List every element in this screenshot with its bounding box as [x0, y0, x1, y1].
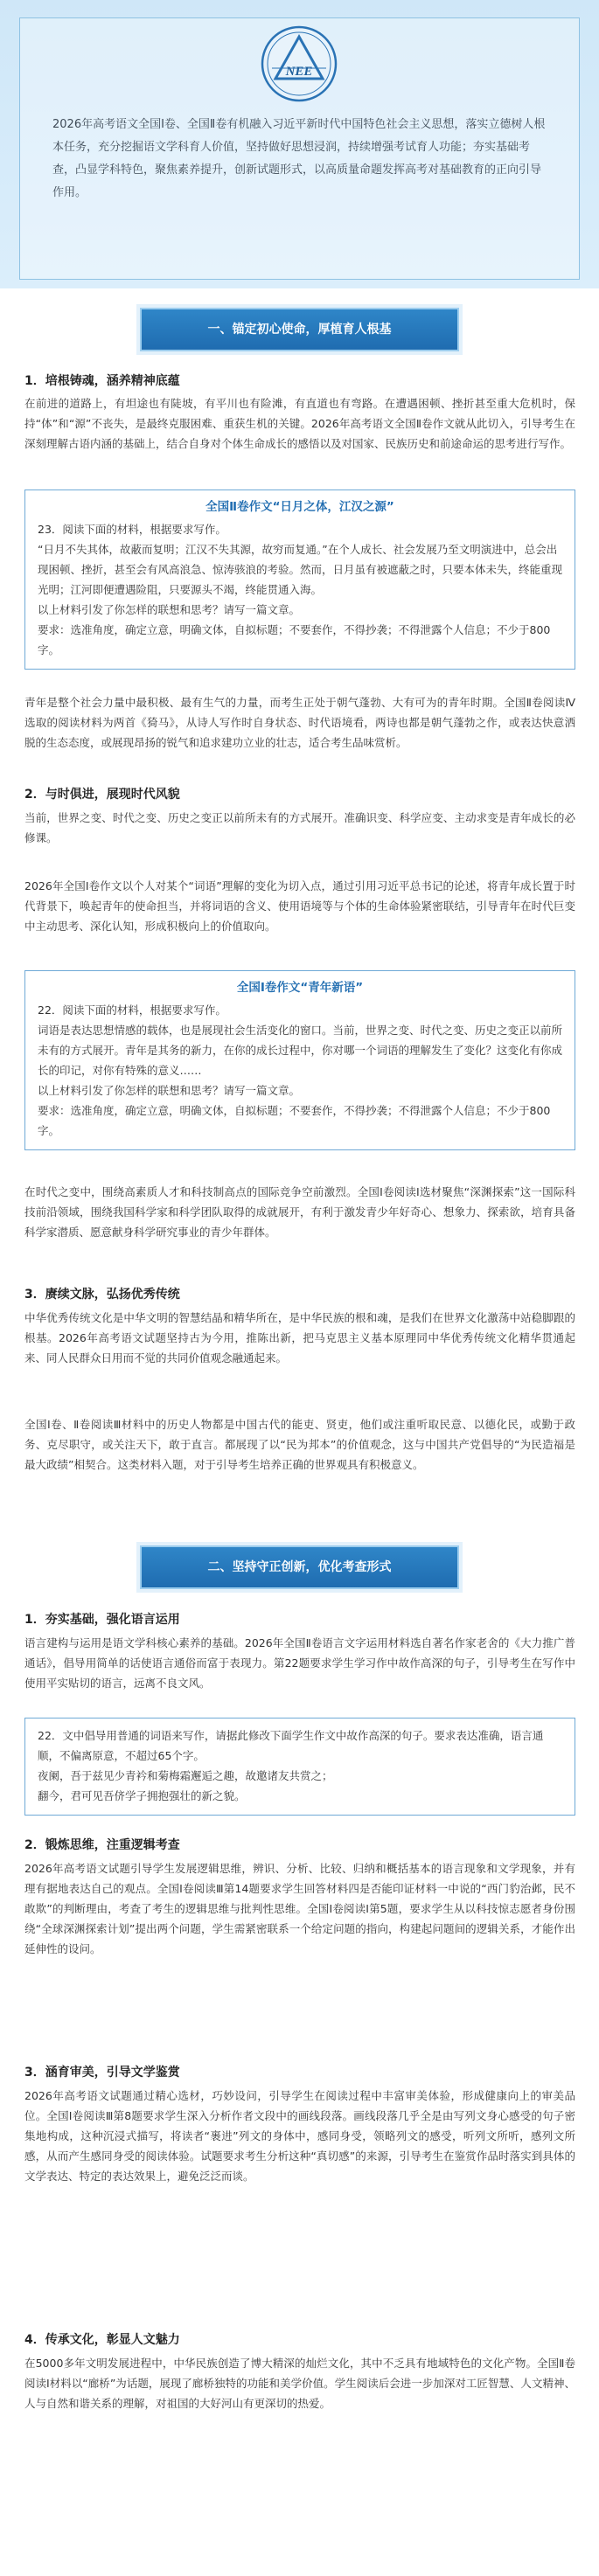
section1-sub1-para: 在前进的道路上，有坦途也有陡坡，有平川也有险滩，有直道也有弯路。在遭遇困顿、挫折甚至重大危机时，保持“体”和“源”不丧失，是最终克服困难、重获生机的关键。2026年高考语文全国Ⅱ卷作文就从此切入，引导考生在深刻理解古语内涵的基础上，结合自身对个体生命成长的感悟以及对国家、民族历史和前途命运的思考进行写作。 [24, 397, 575, 450]
section2-sub4-title: 4．传承文化，彰显人文魅力 [24, 2333, 180, 2347]
question-box-i-essay [24, 970, 575, 1150]
section2-sub1-title: 1．夯实基础，强化语言运用 [24, 1613, 180, 1627]
question-sentence-2: 翻今，君可见吾侪学子拥抱强壮的新之貌。 [38, 1789, 246, 1802]
question-material: 词语是表达思想情感的载体，也是展现社会生活变化的窗口。当前，世界之变、时代之变、历史之变正以前所未有的方式展开。青年是其务的新力，在你的成长过程中，你对哪一个词语的理解发生了变化？这变化有你成长的印记，对你有特殊的意义…… [38, 1024, 563, 1077]
section2-sub2-title: 2．锻炼思维，注重逻辑考查 [24, 1838, 180, 1852]
section1-sub2-title: 2．与时俱进，展现时代风貌 [24, 788, 180, 802]
question-ask: 以上材料引发了你怎样的联想和思考？请写一篇文章。 [38, 1084, 301, 1097]
logo-text: NEE [285, 65, 313, 79]
question-box-ii-q22 [24, 1718, 575, 1816]
section1-sub3-para2: 全国Ⅰ卷、Ⅱ卷阅读Ⅲ材料中的历史人物都是中国古代的能吏、贤吏，他们或注重听取民意、以德化民，或勤于政务、克尽职守，或关注天下，敢于直言。都展现了以“民为邦本”的价值观念，这与中国共产党倡导的“为民造福是最大政绩”相契合。这类材料入题，对于引导考生培养正确的世界观具有积极意义。 [24, 1418, 575, 1471]
question-box-ii-essay [24, 490, 575, 670]
section1-banner: 一、锚定初心使命，厚植育人根基 [140, 308, 459, 351]
header-panel [0, 0, 599, 288]
section2-sub3-para: 2026年高考语文试题通过精心选材，巧妙设问，引导学生在阅读过程中丰富审美体验，形成健康向上的审美品位。全国Ⅰ卷阅读Ⅲ第8题要求学生深入分析作者文段中的画线段落。画线段落几乎全是由写列文身心感受的句子密集地构成，这种沉浸式描写，将读者“裹进”列文的身体中，感同身受，领略列文的感受，听列文所听，感列文所感，从而产生感同身受的阅读体验。试题要求考生分析这种“真切感”的来源，引导考生在鉴赏作品时落实到具体的文学表达、特定的表达效果上，避免泛泛而谈。 [24, 2089, 575, 2183]
section1-sub2-para2: 2026年全国Ⅰ卷作文以个人对某个“词语”理解的变化为切入点，通过引用习近平总书记的论述，将青年成长置于时代背景下，唤起青年的使命担当，并将词语的含义、使用语境等与个体的生命体验紧密联结，引导青年在时代巨变中主动思考、深化认知，形成积极向上的价值取向。 [24, 879, 575, 933]
section1-sub1-title: 1．培根铸魂，涵养精神底蕴 [24, 374, 180, 388]
intro-paragraph: 2026年高考语文全国Ⅰ卷、全国Ⅱ卷有机融入习近平新时代中国特色社会主义思想，落实立德树人根本任务，充分挖掘语文学科育人价值，坚持做好思想浸润，持续增强考试育人功能；夯实基础考查，凸显学科特色，聚焦素养提升，创新试题形式，以高质量命题发挥高考对基础教育的正向引导作用。 [52, 118, 546, 199]
section2-sub2-para: 2026年高考语文试题引导学生发展逻辑思维，辨识、分析、比较、归纳和概括基本的语言现象和文学现象，并有理有据地表达自己的观点。全国Ⅰ卷阅读Ⅲ第14题要求学生回答材料四是否能印证材料一中说的“西门豹治邺，民不敢欺”的判断理由，考查了考生的逻辑思维与批判性思维。全国Ⅰ卷阅读Ⅰ第5题，要求学生从以科技惊志愿者身份围绕“全球深渊探索计划”提出两个问题，学生需紧密联系一个给定问题的指向，构建起问题间的逻辑关系，才能作出延伸性的设问。 [24, 1862, 575, 1955]
section2-banner: 二、坚持守正创新，优化考查形式 [140, 1545, 459, 1589]
question-prompt: 22．阅读下面的材料，根据要求写作。 [38, 1003, 226, 1017]
question-requirements: 要求：选准角度，确定立意，明确文体，自拟标题；不要套作，不得抄袭；不得泄露个人信息；不少于800字。 [38, 1104, 551, 1137]
nee-logo-icon [260, 24, 338, 103]
question-requirements: 要求：选准角度，确定立意，明确文体，自拟标题；不要套作，不得抄袭；不得泄露个人信息；不少于800字。 [38, 623, 551, 656]
section2-sub4-para: 在5000多年文明发展进程中，中华民族创造了博大精深的灿烂文化，其中不乏具有地域特色的文化产物。全国Ⅱ卷阅读Ⅰ材料以“廊桥”为话题，展现了廊桥独特的功能和美学价值。学生阅读后会进一步加深对工匠智慧、人文精神、人与自然和谐关系的理解，对祖国的大好河山有更深切的热爱。 [24, 2357, 575, 2410]
section1-sub2-para1: 当前，世界之变、时代之变、历史之变正以前所未有的方式展开。准确识变、科学应变、主动求变是青年成长的必修课。 [24, 811, 575, 844]
section2-sub1-para: 语言建构与运用是语文学科核心素养的基础。2026年全国Ⅱ卷语言文字运用材料选自著名作家老舍的《大力推广普通话》，倡导用简单的话使语言通俗而富于表现力。第22题要求学生学习作中故作高深的句子，引导考生在写作中使用平实贴切的语言，远离不良文风。 [24, 1636, 575, 1690]
question-material: “日月不失其体，故蔽而复明；江汉不失其源，故穷而复通。”在个人成长、社会发展乃至文明演进中，总会出现困顿、挫折，甚至会有风高浪急、惊涛骇浪的考验。然而，日月虽有被遮蔽之时，只要本体未失，终能重现光明；江河即便遭遇险阻，只要源头不竭，终能贯通入海。 [38, 543, 563, 596]
question-box-title: 全国Ⅰ卷作文“青年新语” [236, 981, 364, 995]
section1-sub2-para3: 在时代之变中，围绕高素质人才和科技制高点的国际竞争空前激烈。全国Ⅰ卷阅读Ⅰ选材聚焦“深渊探索”这一国际科技前沿领域，围绕我国科学家和科学团队取得的成就展开，有利于激发青少年好奇心、想象力、探索欲，培育具备科学家潜质、愿意献身科学研究事业的青少年群体。 [24, 1185, 575, 1239]
question-ask: 以上材料引发了你怎样的联想和思考？请写一篇文章。 [38, 603, 301, 616]
question-box-title: 全国Ⅱ卷作文“日月之体，江汉之源” [205, 500, 394, 514]
section1-sub3-para1: 中华优秀传统文化是中华文明的智慧结晶和精华所在，是中华民族的根和魂，是我们在世界文化激荡中站稳脚跟的根基。2026年高考语文试题坚持古为今用，推陈出新，把马克思主义基本原理同中华优秀传统文化精华贯通起来、同人民群众日用而不觉的共同价值观念融通起来。 [24, 1311, 575, 1364]
section1-sub1-para2: 青年是整个社会力量中最积极、最有生气的力量，而考生正处于朝气蓬勃、大有可为的青年时期。全国Ⅱ卷阅读Ⅳ选取的阅读材料为两首《猗马》，从诗人写作时自身状态、时代语境看，两诗也都是朝气蓬勃之作，或表达快意洒脱的生态态度，或展现昂扬的锐气和追求建功立业的壮志，适合考生品味赏析。 [24, 696, 575, 749]
question-sentence-1: 夜阑，吾于兹见少青衿和菊梅霜邂逅之趣，故邀诸友共赏之； [38, 1769, 333, 1782]
question-prompt: 23．阅读下面的材料，根据要求写作。 [38, 523, 226, 536]
section2-sub3-title: 3．涵育审美，引导文学鉴赏 [24, 2066, 180, 2080]
question-text: 22．文中倡导用普通的词语来写作，请据此修改下面学生作文中故作高深的句子。要求表达准确，语言通顺，不偏离原意，不超过65个字。 [38, 1729, 544, 1762]
section1-sub3-title: 3．赓续文脉，弘扬优秀传统 [24, 1288, 180, 1302]
